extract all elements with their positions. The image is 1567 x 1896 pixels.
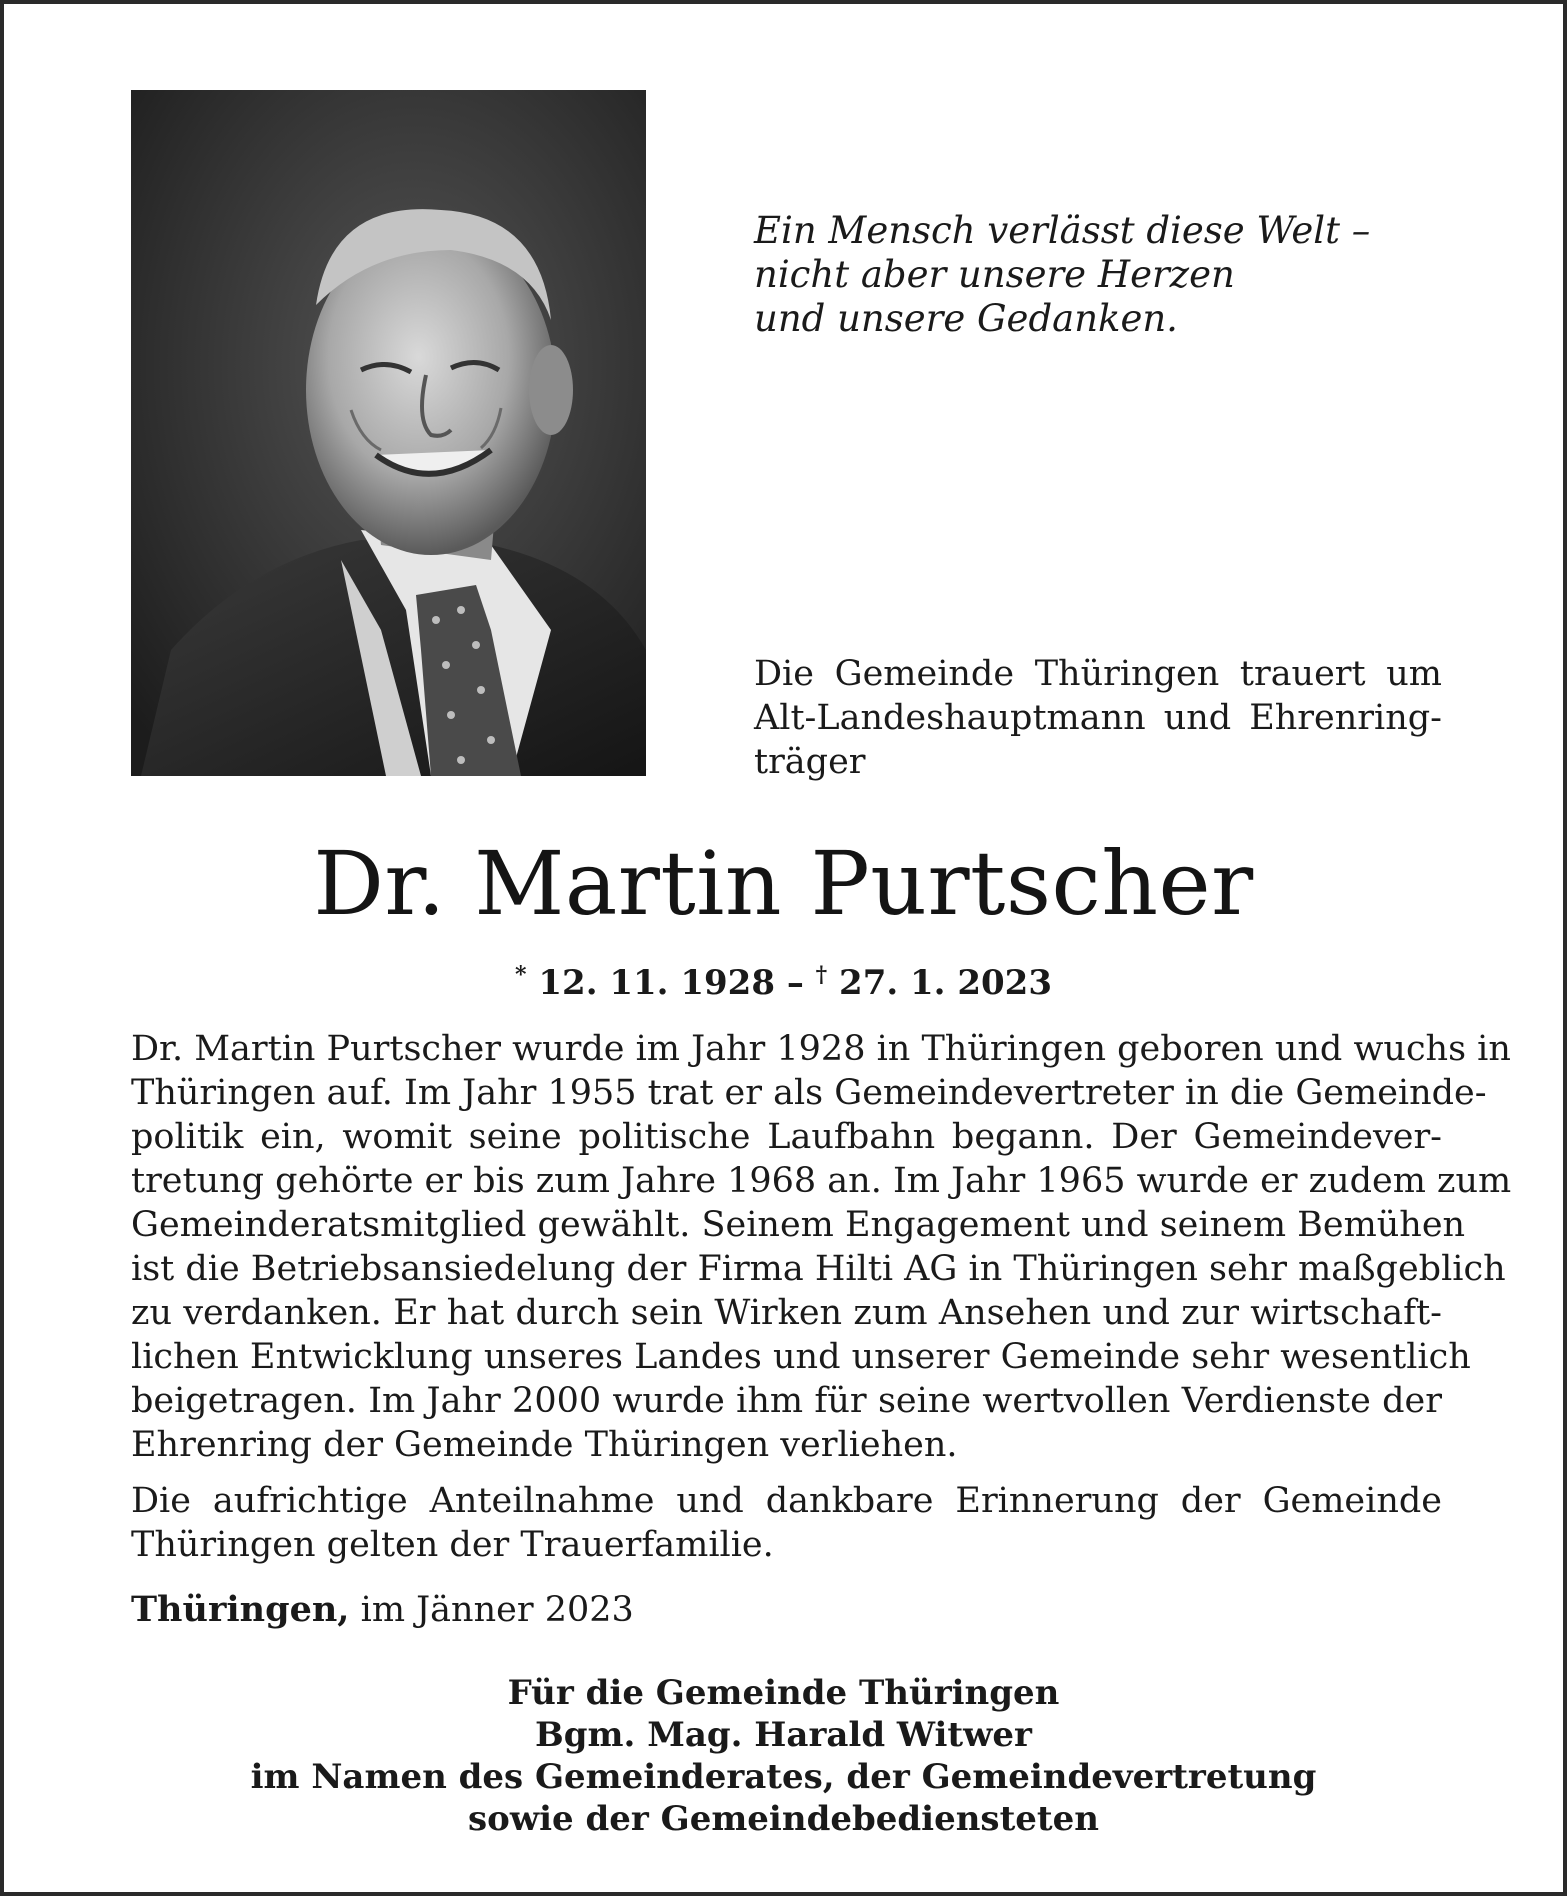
date-separator: – [774,963,816,1003]
text-line: Die aufrichtige Anteilnahme und dankbare Erinnerung der Gemeinde [131,1481,1442,1521]
portrait-photo [131,90,646,776]
death-symbol: † [815,962,828,988]
quote-line: nicht aber unsere Herzen [754,253,1235,296]
text-line: Ehrenring der Gemeinde Thüringen verliehen. [131,1425,958,1465]
deceased-name: Dr. Martin Purtscher [313,832,1254,935]
signature-block [4,1672,1563,1840]
biography-paragraph-1 [131,1027,1512,1467]
place-and-date [131,1588,634,1632]
text-line: zu verdanken. Er hat durch sein Wirken zum Ansehen und zur wirtschaft- [131,1293,1442,1333]
quote-line: Ein Mensch verlässt diese Welt – [754,209,1371,252]
signature-line: im Namen des Gemeinderates, der Gemeindevertretung [250,1757,1317,1797]
birth-date: 12. 11. 1928 [538,963,775,1003]
quote-line: und unsere Gedanken. [754,297,1178,340]
text-line: Thüringen gelten der Trauerfamilie. [131,1525,774,1565]
obituary-page [4,4,1563,1892]
biography-paragraph-2 [131,1479,1442,1567]
intro-line: Die Gemeinde Thüringen trauert um [754,654,1442,694]
life-dates [4,954,1563,1004]
text-line: beigetragen. Im Jahr 2000 wurde ihm für seine wertvollen Verdienste der [131,1381,1442,1421]
death-date: 27. 1. 2023 [839,963,1052,1003]
biography-text [131,1027,1512,1567]
portrait-illustration [131,90,646,776]
birth-symbol: * [515,962,527,988]
text-line: Gemeinderatsmitglied gewählt. Seinem Engagement und seinem Bemühen [131,1205,1466,1245]
memorial-quote [754,209,1371,341]
intro-line: Alt-Landeshauptmann und Ehrenring- [754,698,1442,738]
text-line: lichen Entwicklung unseres Landes und unserer Gemeinde sehr wesentlich [131,1337,1471,1377]
place-name: Thüringen, [131,1589,350,1630]
text-line: ist die Betriebsansiedelung der Firma Hilti AG in Thüringen sehr maßgeblich [131,1249,1506,1289]
signature-line: sowie der Gemeindebediensteten [468,1799,1099,1839]
place-date: im Jänner 2023 [360,1590,634,1630]
text-line: tretung gehörte er bis zum Jahre 1968 an. Im Jahr 1965 wurde er zudem zum [131,1161,1512,1201]
signature-line: Für die Gemeinde Thüringen [507,1673,1060,1713]
text-line: Dr. Martin Purtscher wurde im Jahr 1928 in Thüringen geboren und wuchs in [131,1029,1511,1069]
intro-line: träger [754,742,866,782]
text-line: politik ein, womit seine politische Laufbahn begann. Der Gemeindever- [131,1117,1442,1157]
mourning-intro [754,652,1442,784]
signature-line: Bgm. Mag. Harald Witwer [535,1715,1032,1755]
text-line: Thüringen auf. Im Jahr 1955 trat er als Gemeindevertreter in die Gemeinde- [131,1073,1487,1113]
